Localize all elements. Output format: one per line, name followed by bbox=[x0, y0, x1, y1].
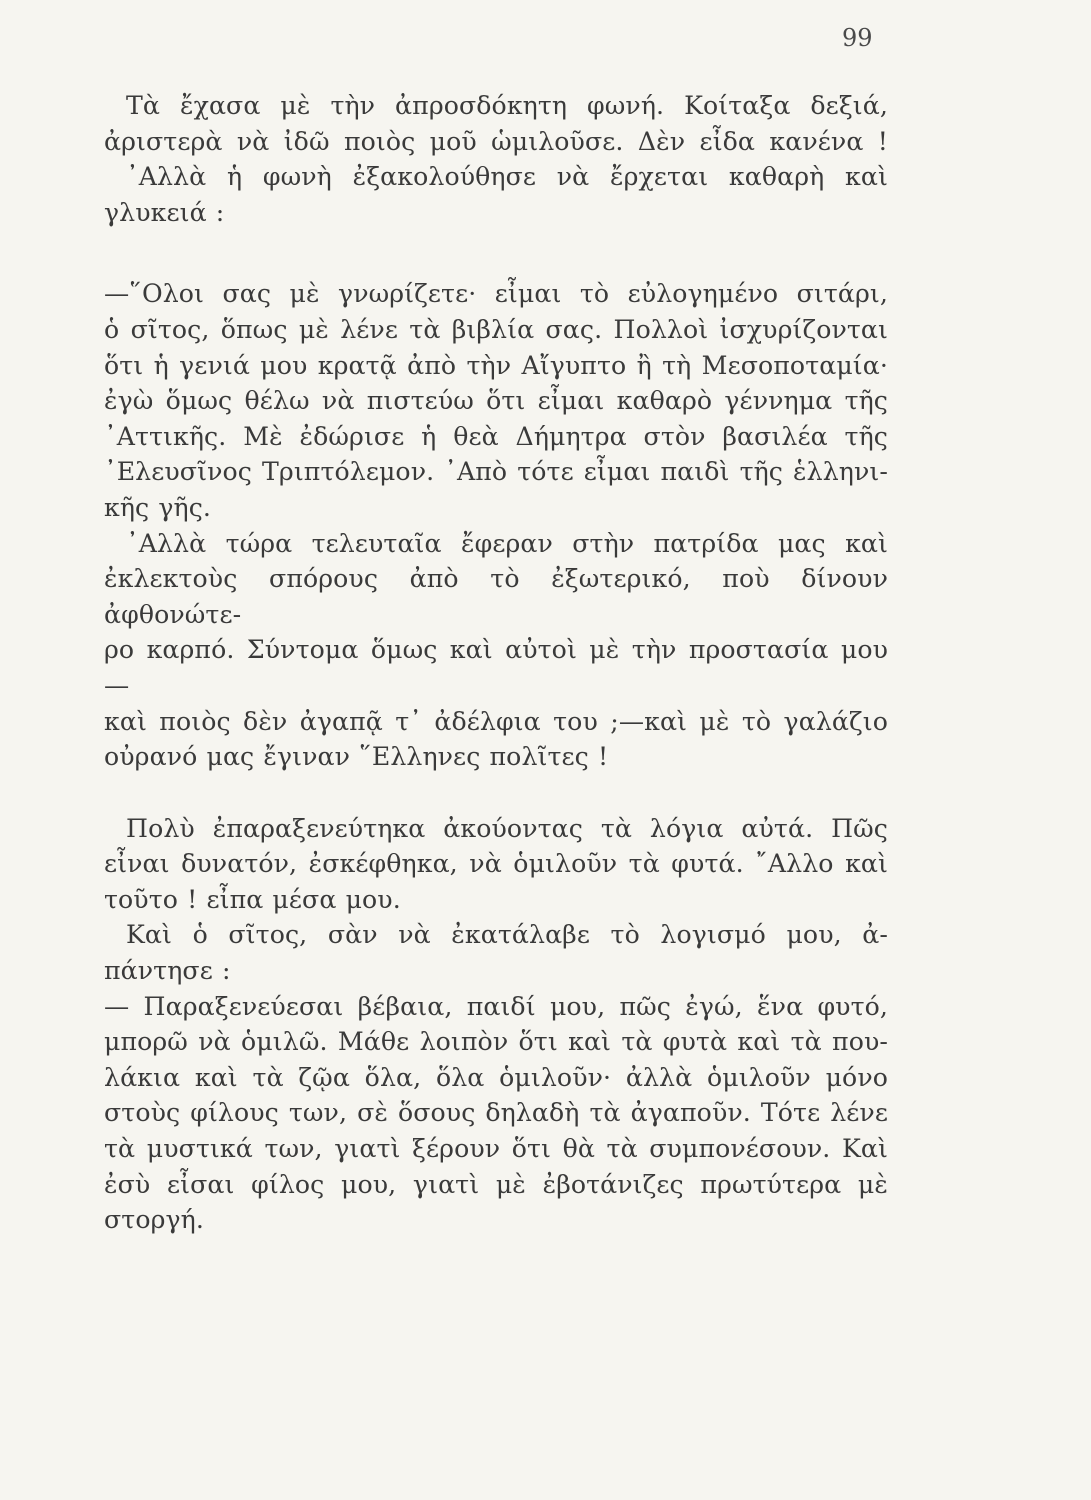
text-line: ἐσὺ εἶσαι φίλος μου, γιατὶ μὲ ἐβοτάνιζες πρωτύτερα μὲ bbox=[104, 1169, 888, 1199]
paragraph-6 bbox=[104, 917, 888, 988]
page-number: 99 bbox=[842, 24, 873, 52]
text-line: ἐγὼ ὅμως θέλω νὰ πιστεύω ὅτι εἶμαι καθαρὸ γέννημα τῆς bbox=[104, 386, 888, 416]
text-line: γλυκειά : bbox=[104, 197, 225, 227]
text-line: ἐκλεκτοὺς σπόρους ἀπὸ τὸ ἐξωτερικό, ποὺ δίνουν ἀφθονώτε- bbox=[104, 564, 888, 629]
text-line: Τὰ ἔχασα μὲ τὴν ἀπροσδόκητη φωνή. Κοίταξα δεξιά, bbox=[126, 91, 888, 120]
paragraph-4 bbox=[104, 526, 888, 775]
text-line: κῆς γῆς. bbox=[104, 492, 212, 522]
paragraph-5 bbox=[104, 811, 888, 918]
text-line: τοῦτο ! εἶπα μέσα μου. bbox=[104, 884, 401, 914]
paragraph-2 bbox=[104, 159, 888, 230]
text-line: ᾿Ελευσῖνος Τριπτόλεμον. ᾿Απὸ τότε εἶμαι παιδὶ τῆς ἑλληνι- bbox=[104, 457, 888, 487]
text-line: ρο καρπό. Σύντομα ὅμως καὶ αὐτοὶ μὲ τὴν προστασία μου — bbox=[104, 635, 888, 700]
paragraph-3 bbox=[104, 276, 888, 525]
text-line: οὐρανό μας ἔγιναν ῞Ελληνες πολῖτες ! bbox=[104, 742, 609, 772]
text-line: ᾿Αττικῆς. Μὲ ἐδώρισε ἡ θεὰ Δήμητρα στὸν βασιλέα τῆς bbox=[104, 421, 888, 451]
text-line: ὁ σῖτος, ὅπως μὲ λένε τὰ βιβλία σας. Πολλοὶ ἰσχυρίζονται bbox=[104, 314, 888, 344]
text-line: ᾿Αλλὰ τώρα τελευταῖα ἔφεραν στὴν πατρίδα μας καὶ bbox=[126, 528, 888, 558]
text-line: ἀριστερὰ νὰ ἰδῶ ποιὸς μοῦ ὡμιλοῦσε. Δὲν εἶδα κανένα ! bbox=[104, 126, 888, 156]
text-line: καὶ ποιὸς δὲν ἀγαπᾷ τ᾿ ἀδέλφια του ;—καὶ μὲ τὸ γαλάζιο bbox=[104, 706, 888, 736]
text-line: λάκια καὶ τὰ ζῷα ὅλα, ὅλα ὁμιλοῦν· ἀλλὰ ὁμιλοῦν μόνο bbox=[104, 1062, 888, 1092]
text-line: πάντησε : bbox=[104, 956, 231, 986]
text-line: εἶναι δυνατόν, ἐσκέφθηκα, νὰ ὁμιλοῦν τὰ φυτά. ῎Αλλο καὶ bbox=[104, 849, 888, 879]
text-line: — Παραξενεύεσαι βέβαια, παιδί μου, πῶς ἐγώ, ἕνα φυτό, bbox=[104, 991, 888, 1021]
text-line: —῞Ολοι σας μὲ γνωρίζετε· εἶμαι τὸ εὐλογημένο σιτάρι, bbox=[104, 279, 888, 309]
body-text bbox=[104, 88, 888, 1238]
paragraph-7 bbox=[104, 989, 888, 1238]
text-line: τὰ μυστικά των, γιατὶ ξέρουν ὅτι θὰ τὰ συμπονέσουν. Καὶ bbox=[104, 1134, 888, 1164]
text-line: ὅτι ἡ γενιά μου κρατᾷ ἀπὸ τὴν Αἴγυπτο ἢ τὴ Μεσοποταμία· bbox=[104, 350, 888, 380]
paragraph-1 bbox=[104, 88, 888, 159]
text-line: ᾿Αλλὰ ἡ φωνὴ ἐξακολούθησε νὰ ἔρχεται καθαρὴ καὶ bbox=[126, 162, 888, 192]
text-line: μπορῶ νὰ ὁμιλῶ. Μάθε λοιπὸν ὅτι καὶ τὰ φυτὰ καὶ τὰ που- bbox=[104, 1027, 888, 1057]
text-line: στοὺς φίλους των, σὲ ὅσους δηλαδὴ τὰ ἀγαποῦν. Τότε λένε bbox=[104, 1098, 888, 1128]
text-line: Πολὺ ἐπαραξενεύτηκα ἀκούοντας τὰ λόγια αὐτά. Πῶς bbox=[126, 813, 888, 843]
text-line: Καὶ ὁ σῖτος, σὰν νὰ ἐκατάλαβε τὸ λογισμό μου, ἀ- bbox=[126, 920, 888, 950]
text-line: στοργή. bbox=[104, 1205, 204, 1235]
